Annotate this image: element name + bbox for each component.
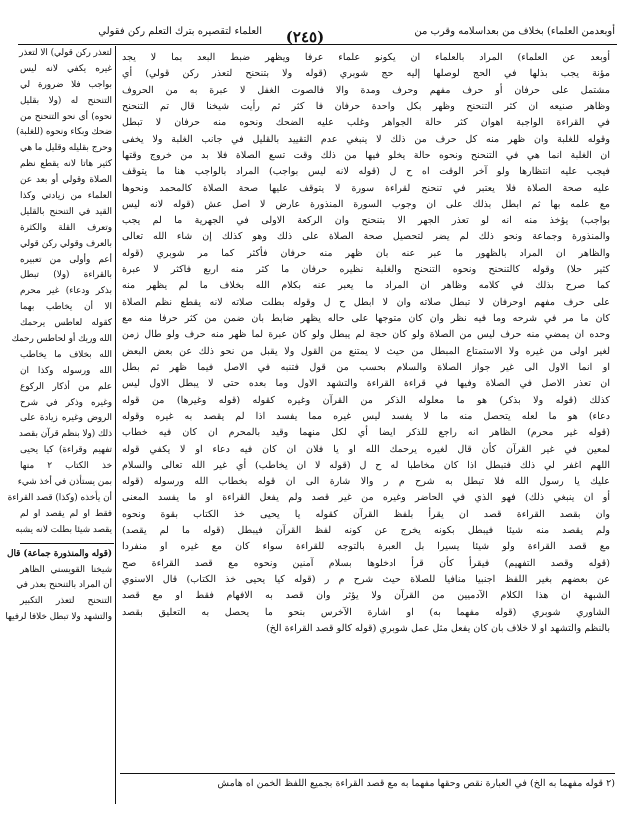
text-line: يقصد شيئا بطلت لانه يشبه (15, 524, 112, 535)
text-line: الصلاة وقولي أو بعد عن (20, 175, 112, 186)
text-line: العلماء من زيادتي وكذا (20, 191, 112, 202)
text-line: ذلك (ولا بنظم قرآن بقصد (18, 429, 112, 440)
text-line: أعم وأولى من تعبيره (20, 254, 112, 265)
text-line: عن بعضهم بغير اللفظ اجنبيا منافيا للصلاة حيث شرح م ر (قوله كيا يحيى خذ الكتاب) قال الاسنوي (122, 574, 610, 585)
text-line: أن المراد بالتنحنح بعذر في (16, 580, 112, 591)
text-line: والظاهر ان المراد بالظهور ما عبر عنه بان ظهر منه حرفان فأكثر كما مر شوبري (قوله (122, 247, 610, 259)
text-line: فيجب عليه انتظارها ولو آخر الوقت اه ح ل (قوله لانه ليس بواجب) المراد بالواجب هنا ما يتوقف (122, 166, 610, 178)
text-line: أوبعد عن العلماء) المراد بالعلماء ان يكونو علماء عرفا ويظهر ضبط البعد بما لا يجد (122, 52, 610, 63)
text-line: ضحك وبكاء ونحوه (للغلبة) (16, 127, 112, 138)
text-line: القيد في التنحنح بالقليل (20, 206, 112, 217)
text-line: (قوله والمنذورة جماعة) قال (7, 548, 112, 559)
text-line: كما صرح بذلك في كلامه وظاهر ان المراد ما يعبر عنه بكلام الله بخلاف ما لم يظهر منه (122, 280, 610, 292)
text-line: بمن يستأذن في أخذ شيء (17, 477, 112, 488)
text-line: وحده ان يمضي منه حرف ليس من الصلاة ولو كان حجة لم يبطل ولو كان عبرة لما ظهر منه حرف ولو طال زمن (122, 329, 610, 341)
text-line: أن يأخذه (وكذا) قصد القراءة (7, 492, 112, 503)
text-line: التنحنح له (ولا بقليل (20, 95, 112, 106)
text-line: بالعرف وقولي ركن قولي (20, 238, 112, 249)
text-line: كذلك (قوله ولا بذكر) هو ما معلوله الذكر من القرآن وغيره كقوله (قوله وغيرها) من قوله (122, 394, 610, 406)
text-line: بذكر ودعاء) غير محرم (20, 286, 112, 297)
text-line: الله ورسوله وكذا ان (20, 365, 112, 376)
text-line: بواجب) يؤخذ منه انه لو تعذر الجهر الا بتنحنح وان الركعة الاولى في الجهرية ما لم يجب (122, 215, 610, 227)
text-line: مشتمل على حرفان أو حرف مفهم وحرف ومدة والا فالصوت الغفل لا عبرة به من الحروف (122, 84, 610, 96)
margin-divider (20, 543, 114, 544)
text-line: كقوله لعاطس يرحمك (20, 318, 112, 329)
text-line: ولم يقصد منه شيئا فيبطل بكونه يخرج عن كونه لفظ القرآن فيبطل (قوله ما لم يقصد) (122, 525, 610, 537)
page-number: (٢٤٥) (285, 28, 325, 46)
text-line: اللهم اغفر لي ذلك فتبطل اذا كان مخاطبا له ح ل (قوله لا ان يخاطب) أي غير الله تعالى والسلام (122, 459, 610, 471)
text-line: والمنذورة وجماعة ونحو ذلك لم يضر لتحصيل صحة الصلاة على ذلك وهو كذلك إن شاء الله تعالى (122, 231, 610, 243)
text-line: (قوله غير محرم) الظاهر انه راجع للذكر ايضا أي لكل منهما وقيد بالمحرم ان كان فيه خطاب (122, 427, 610, 439)
text-line: تفهيم وقراءة) كيا يحيى (20, 445, 112, 456)
text-line: الشاوري شوبري (قوله مفهما به) او اشارة الآخرس بنحو ما يحصل به التعليق بقصد (122, 606, 610, 618)
text-line: وغيره وذكر في شرح (20, 397, 112, 408)
text-line: في القراءة الواجبة اهوان كثر حالة الجواهر وغلب عليه الضحك ونحوه منه حرفان لا تبطل (122, 117, 610, 129)
text-line: وحرج بقليله وقليل ما هي (20, 143, 112, 154)
text-line: علم من أذكار الركوع (20, 381, 112, 392)
text-line: عليك يا رسول الله فلا تبطل به شرح م ر والا شارة الى ان قوله بخطاب الله ورسوله (قوله (122, 476, 610, 488)
header-divider (18, 44, 617, 45)
text-line: نحوه) أي نحو التنحنح من (20, 111, 112, 122)
text-line: مع علمه بها ثم ابطل بذلك على ان وجوب السورة المنذورة عارض لا اصل عش (قوله لانه ليس (122, 198, 610, 210)
text-line: كان ما مر في شرحه وما فيه نظر وان كان متوجها على حاله يظهر ضابط بان ضمن من كثر حرفا منه مع (122, 313, 610, 324)
text-line: خذ الكتاب ٢ منها (20, 461, 113, 472)
running-title-right: أوبعدمن العلماء) بخلاف من بعداسلامه وقرب من (414, 26, 615, 37)
margin-note-text (5, 547, 116, 626)
text-line: فقط او لم يقصد او لم (20, 508, 112, 519)
text-line: (قوله وقصد التفهيم) فيقرأ كأن قرأ ادخلوها بسلام آمنين ونحوه مع قصد القراءة صح (122, 557, 610, 569)
text-line: الا أن يخاطب بهما (20, 302, 112, 313)
text-line: ان الغلبة انما هي في التنحنح ونحوه حالة يخلو فيها من ذلك وقت تسع الصلاة فلا بد من خروج وقتها (122, 149, 610, 161)
main-commentary-column (122, 50, 610, 768)
margin-matn-text (7, 46, 116, 539)
text-line: غيره يكفي لانه ليس (20, 63, 112, 74)
text-line: مؤنة يجب بذلها في الحج لوصلها إليه حج شوبري (قوله ولا بتنحنح لتعذر ركن قولي) أي (122, 68, 610, 80)
text-line: الله وربك أو لحاطس رحمك (11, 334, 112, 345)
text-line: أو ان ينبغي ذلك) فهو الذي في الحاضر وغيره من غير قصد ولم يفعل القراءة او ما يفسد المعنى (122, 492, 610, 504)
text-line: الشبهة ان هذا الكلام الآدميين من القرآن ولا يؤثر وان قصد به الافهام فقط او مع قصد (122, 590, 610, 602)
text-line: ان تعذر الاصل في الصلاة وفيها في قراءة القراءة والتشهد الاول وما بعده حتى لا يبطل الاول ليس (122, 378, 610, 390)
text-line: شيخنا القويسني الظاهر (20, 564, 112, 575)
text-line: بواجب فلا ضرورة لي (20, 79, 112, 90)
text-line: والتشهد ولا تبطل خلافا لرفيها (5, 612, 112, 623)
text-line: على حرف مفهم اوحرفان لا تبطل صلاته وان لا ابطل ح ل وقوله بطلت صلاته لانه يقطع نظم الصلاة (122, 296, 610, 308)
text-line: دعاء) هو ما لعله يتحصل منه ما لا يفسد ليس غيره مما يفسد اذا لم يقصد به غيره وقوله (122, 410, 610, 422)
text-line: لمعين في غير القرآن كأن قال لغيره يرحمك الله او يا فلان ان كان فيه دعاء او لا يكفي قوله (122, 443, 610, 455)
text-line: بالنظم والتشهد او لا خلاف بان كان يفعل مثل عمل شوبري (قوله كالو قصد القراءة الخ) (266, 622, 610, 634)
running-title-left: العلماء لتقصيره بترك التعلم ركن فقولي (98, 26, 262, 37)
text-line: وظاهر صنيعه ان كثر التنحنح وظهر بكل واحدة حرفان فا كثر ثم رأيت شيخنا قال تم التنحنح (122, 100, 610, 112)
text-line: التنحنح لتعذر التكبير (20, 596, 112, 607)
text-line: وان بقصد القراءة قصد ان يقرأ بلفظ القرآن كقوله يا يحيى خذ الكتاب بقوة ونحوه (122, 508, 610, 520)
text-line: لغير اولى من غيره ولا الاستمتاع المبطل من حيث لا يمتنع من القول ولا يقبل من نحو ذلك عن بعض البعض (122, 345, 610, 357)
text-line: وتعرف القلة والكثرة (20, 222, 112, 233)
margin-matn-column (5, 46, 116, 804)
text-line: بالقراءة (ولا) تبطل (20, 270, 112, 281)
footnote-divider (120, 773, 615, 774)
text-line: كثير هاتا لانه يقطع نظم (20, 159, 112, 170)
text-line: الروض وغيره زيادة على (20, 413, 112, 424)
text-line: مع قصد القراءة ولو شيئا يسيرا بل العبرة بالتوجه للقراءة سواء كان مع غيره او منفردا (122, 541, 610, 553)
text-line: كثير حلا) وقوله كالتنحنح ونحوه التنحنح والغلبة نظيره حرفان ما كثر منه اربع فاكثر لا عبرة (122, 264, 610, 276)
text-line: او انما الاول الى غير جواز الصلاة والسلام بحسب من قول فتنبه في الاصل فيما ظهر ثم بطل (122, 361, 610, 373)
text-line: وقوله للغلبة وان ظهر منه كل حرف من ذلك لا ينبغي عدم التقييد بالقليل في جانب الغلبة ولا يخفى (122, 133, 610, 145)
text-line: الله بخلاف ما يخاطب (20, 349, 112, 360)
text-line: لتعذر ركن قولي) الا لتعذر (19, 48, 112, 58)
footnote: (٢ قوله مفهما به الخ) في العبارة نقص وحقها مفهما به مع قصد القراءة بجميع اللفظ الخمن اه هامش (217, 778, 615, 789)
text-line: عليه صحة الصلاة فلا يعتبر في تنحنح لقراءة سورة لا يتوقف عليها صحة الصلاة كالمحمد ونحوها (122, 182, 610, 194)
